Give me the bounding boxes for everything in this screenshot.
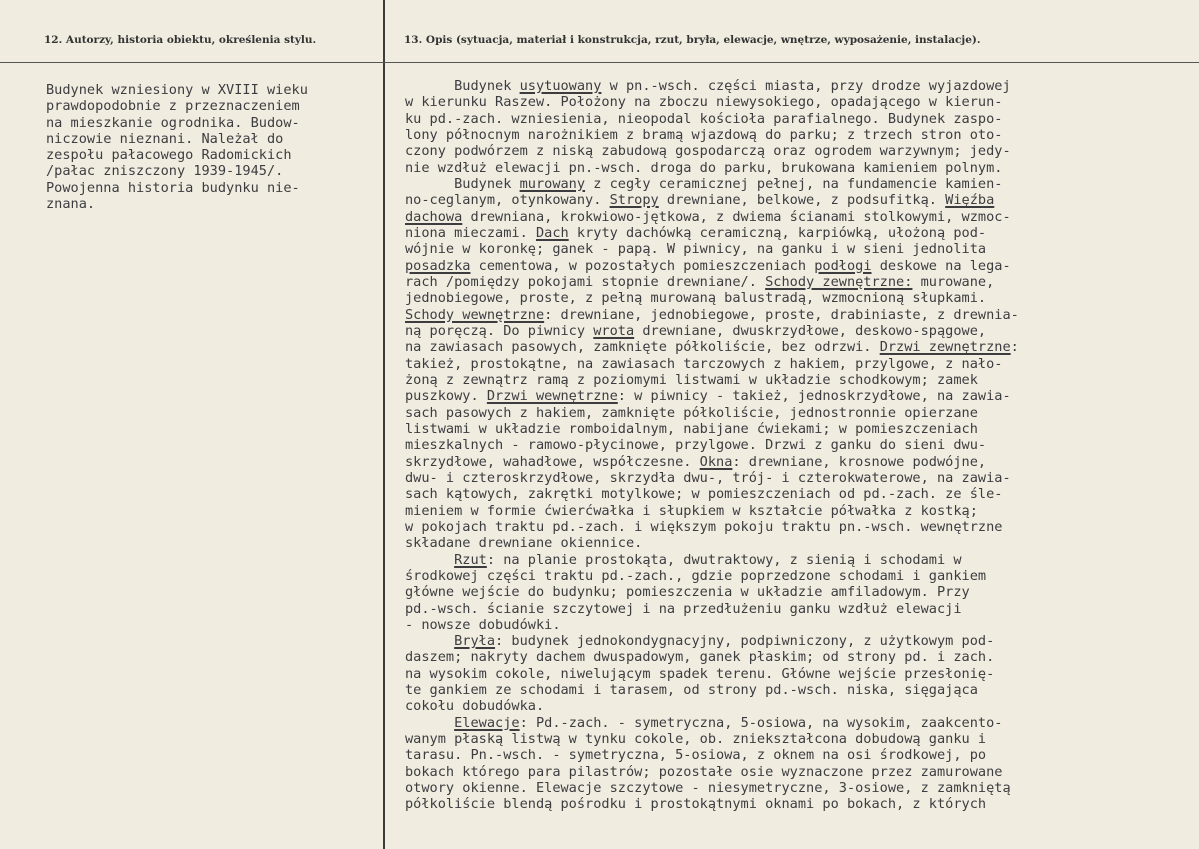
text-segment: wójnie w koronkę; ganek - papą. W piwnicy, na ganku i w sieni jednolita [405,241,987,258]
text-segment: mieszkalnych - ramowo-płycinowe, przylgowe. Drzwi z ganku do sieni dwu- [405,437,987,454]
text-segment: nie wzdłuż elewacji pn.-wsch. droga do parku, brukowana kamieniem polnym. [405,159,1003,176]
description-line [405,535,1195,551]
description-line [405,192,1195,208]
text-segment: : drewniane, jednobiegowe, proste, drabiniaste, z drewnia- [544,306,1019,323]
description-line [405,421,1195,437]
text-segment: otwory okienne. Elewacje szczytowe - niesymetryczne, 3-osiowe, z zamkniętą [405,780,1011,797]
text-segment: : budynek jednokondygnacyjny, podpiwniczony, z użytkowym pod- [495,633,995,650]
description-line [405,747,1195,763]
text-segment: : na planie prostokąta, dwutraktowy, z sienią i schodami w [486,551,962,568]
description-line [405,209,1195,225]
text-segment: półkoliście blendą pośrodku i prostokątnymi oknami po bokach, z których [405,796,987,813]
description-line [405,356,1195,372]
underlined-term: Elewacje [454,714,520,731]
text-segment: pd.-wsch. ścianie szczytowej i na przedłużeniu ganku wzdłuż elewacji [405,600,962,617]
text-segment: listwami w układzie romboidalnym, nabijane ćwiekami; w pomieszczeniach [405,420,978,437]
description-line [405,274,1195,290]
text-segment: w kierunku Raszew. Położony na zboczu niewysokiego, opadającego w kierun- [405,94,1003,111]
underlined-term: dachowa [405,208,463,225]
underlined-term: Schody wewnętrzne [405,306,545,323]
description-line [405,176,1195,192]
text-segment [405,633,454,649]
description-line [405,486,1195,502]
text-segment [405,715,454,731]
description-line [405,470,1195,486]
description-line [405,552,1195,568]
text-segment: - nowsze dobudówki. [405,616,561,633]
text-segment: lony północnym narożnikiem z bramą wjazdową do parku; z trzech stron oto- [405,126,1003,143]
description-line [405,617,1195,633]
underlined-term: podłogi [814,257,872,274]
text-segment: ną poręczą. Do piwnicy [405,322,594,339]
text-segment: żoną z zewnątrz ramą z poziomymi listwami w układzie schodkowym; zamek [405,371,978,388]
description-line [405,241,1195,257]
text-segment: murowane, [912,273,995,290]
underlined-term: usytuowany [519,78,602,94]
description-line [405,584,1195,600]
text-segment: Budynek [405,175,520,192]
text-segment: tarasu. Pn.-wsch. - symetryczna, 5-osiowa, z oknem na osi środkowej, po [405,747,987,764]
history-text: Budynek wzniesiony w XVIII wieku prawdopodobnie z przeznaczeniem na mieszkanie ogrodnika. Budow- niczowie nieznani. Należał do zespołu pałacowego Radomickich /pałac zniszczony 1939-1945/. Powojenna historia budynku nie- znana. [46,82,308,213]
description-line [405,78,1195,94]
description-line [405,437,1195,453]
description-line [405,127,1195,143]
underlined-term: murowany [519,175,586,192]
text-segment: mieniem w formie ćwierćwałka i słupkiem w kształcie półwałka z kostką; [405,502,978,519]
description-line [405,682,1195,698]
underlined-term: Schody zewnętrzne: [765,273,913,290]
description-line [405,111,1195,127]
text-segment: cementowa, w pozostałych pomieszczeniach [470,257,815,274]
text-segment: bokach którego para pilastrów; pozostałe osie wyznaczone przez zamurowane [405,763,1003,780]
text-segment: w pn.-wsch. części miasta, przy drodze wyjazdowej [601,78,1011,94]
underlined-term: Więźba [945,192,995,209]
text-segment: drewniane, belkowe, z podsufitką. [658,192,946,209]
text-segment: rach /pomiędzy pokojami stopnie drewniane/. [405,273,766,290]
text-segment: składane drewniane okiennice. [405,535,643,552]
description-line [405,405,1195,421]
text-segment: Budynek [405,78,520,94]
description-line [405,780,1195,796]
description-line [405,290,1195,306]
text-segment: jednobiegowe, proste, z pełną murowaną balustradą, wzmocnioną słupkami. [405,290,987,307]
right-header-subtitle: (sytuacja, materiał i konstrukcja, rzut, bryła, elewacje, wnętrze, wyposażenie, instalacje). [455,34,981,46]
description-line [405,372,1195,388]
description-line [405,649,1195,665]
text-segment: na zawiasach pasowych, zamknięte półkoliście, bez odrzwi. [405,339,880,356]
text-segment: drewniane, dwuskrzydłowe, deskowo-spągowe, [634,322,987,339]
description-line [405,715,1195,731]
text-segment: na wysokim cokole, niwelującym spadek terenu. Główne wejście przesłonię- [405,665,995,682]
text-segment: te gankiem ze schodami i tarasem, od strony pd.-wsch. niska, sięgająca [405,682,978,699]
description-line [405,796,1195,812]
text-segment: : drewniane, krosnowe podwójne, [732,453,987,470]
text-segment [405,552,454,568]
text-segment: puszkowy. [405,388,487,405]
description-line [405,633,1195,649]
description-line [405,307,1195,323]
text-segment: sach pasowych z hakiem, zamknięte półkoliście, jednostronnie opierzane [405,404,978,421]
underlined-term: Okna [699,453,733,470]
text-segment: ku pd.-zach. wzniesienia, nieopodal kościoła parafialnego. Budynek zaspo- [405,110,1003,127]
text-segment: deskowe na lega- [871,257,1011,274]
description-line [405,764,1195,780]
description-line [405,225,1195,241]
description-line [405,339,1195,355]
text-segment: niona mieczami. [405,224,536,241]
description-line [405,731,1195,747]
description-line [405,94,1195,110]
text-segment: kryty dachówką ceramiczną, karpiówką, ułożoną pod- [568,224,987,241]
description-line [405,258,1195,274]
text-segment: środkowej części traktu pd.-zach., gdzie poprzedzone schodami i gankiem [405,567,987,584]
underlined-term: Drzwi wewnętrzne [486,388,618,405]
description-line [405,143,1195,159]
text-segment: : [1010,339,1019,356]
text-segment: dwu- i czteroskrzydłowe, skrzydła dwu-, trój- i czterokwaterowe, na zawia- [405,469,1011,486]
text-segment: w pokojach traktu pd.-zach. i większym pokoju traktu pn.-wsch. wewnętrzne [405,518,1003,535]
description-text [405,78,1195,813]
underlined-term: Bryła [454,633,496,650]
underlined-term: posadzka [405,257,471,274]
text-segment: takież, prostokątne, na zawiasach tarczowych z hakiem, przylgowe, z nało- [405,355,1003,372]
left-column-header: 12. Autorzy, historia obiektu, określenia stylu. [44,34,317,46]
underlined-term: Drzwi zewnętrzne [879,339,1011,356]
description-line [405,503,1195,519]
description-line [405,601,1195,617]
text-segment: z cegły ceramicznej pełnej, na fundamencie kamien- [585,175,1003,192]
description-line [405,666,1195,682]
text-segment: cokołu dobudówka. [405,698,545,715]
underlined-term: Dach [535,224,569,241]
description-line [405,323,1195,339]
right-column-header [404,34,981,46]
text-segment: : w piwnicy - takież, jednoskrzydłowe, na zawia- [617,388,1011,405]
text-segment: sach kątowych, zakrętki motylkowe; w pomieszczeniach od pd.-zach. ze śle- [405,486,1003,503]
column-divider [383,0,385,849]
text-segment: czony podwórzem z niską zabudową gospodarczą oraz ogrodem warzywnym; jedy- [405,143,1011,160]
description-line [405,519,1195,535]
text-segment: wanym płaską listwą w tynku cokole, ob. zniekształcona dobudową ganku i [405,731,987,748]
text-segment: skrzydłowe, wahadłowe, współczesne. [405,453,700,470]
text-segment: daszem; nakryty dachem dwuspadowym, ganek płaskim; od strony pd. i zach. [405,649,995,666]
right-header-number: 13. Opis [404,34,453,46]
text-segment: główne wejście do budynku; pomieszczenia w układzie amfiladowym. Przy [405,584,970,601]
text-segment: drewniana, krokwiowo-jętkowa, z dwiema ścianami stolkowymi, wzmoc- [462,208,1011,225]
description-line [405,568,1195,584]
underlined-term: Rzut [454,551,487,568]
underlined-term: wrota [593,322,635,339]
description-line [405,160,1195,176]
description-line [405,454,1195,470]
description-line [405,388,1195,404]
header-rule [0,62,1199,63]
text-segment: : Pd.-zach. - symetryczna, 5-osiowa, na wysokim, zaakcento- [519,714,1003,731]
underlined-term: Stropy [609,192,659,209]
description-line [405,698,1195,714]
text-segment: no-ceglanym, otynkowany. [405,192,610,209]
